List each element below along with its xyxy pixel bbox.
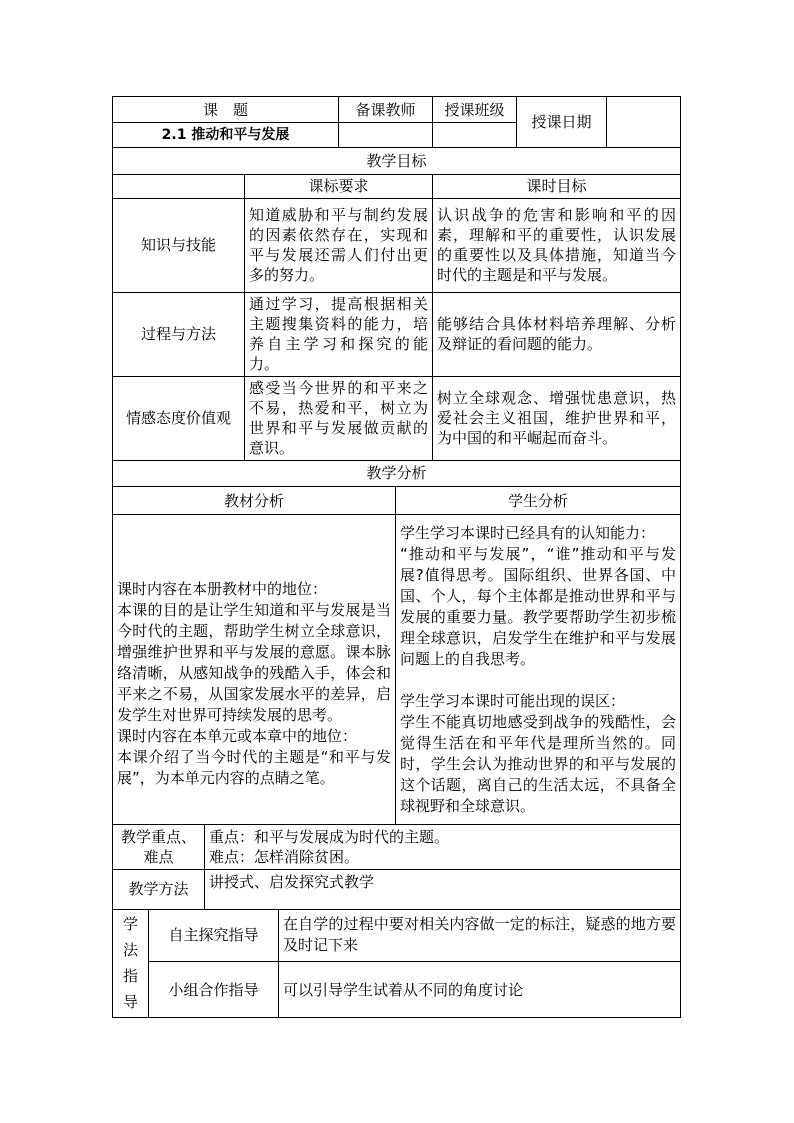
study-row-label: 小组合作指导 xyxy=(149,962,279,1018)
goals-row-knowledge xyxy=(113,198,681,292)
teacher-value xyxy=(339,123,433,148)
teacher-label: 备课教师 xyxy=(339,97,433,123)
student-analysis-text: 学生学习本课时已经具有的认知能力： “推动和平与发展”，“谁”推动和平与发展?值得思考。国际组织、世界各国、中国、个人，每个主体都是推动世界和平与发展的重要力量。教学要帮助学生初步梳理全球意识，启发学生在维护和平与发展问题上的自我思考。 学生学习本课时可能出现的误区： 学生不能真切地感受到战争的残酷性，会觉得生活在和平年代是理所当然的。同时，学生会认为推动世界的和平与发展的这个话题，离自己的生活太远，不具备全球视野和全球意识。 xyxy=(396,515,681,825)
course-label: 课 题 xyxy=(113,97,339,123)
goals-table xyxy=(112,148,681,461)
goals-row-label: 情感态度价值观 xyxy=(113,376,245,460)
goals-row-lesson: 认识战争的危害和影响和平的因素，理解和平的重要性，认识发展的重要性以及具体措施，知道当今时代的主题是和平与发展。 xyxy=(433,198,681,292)
date-value xyxy=(607,97,681,148)
focus-label: 教学重点、难点 xyxy=(113,825,205,869)
analysis-col-material: 教材分析 xyxy=(113,487,396,515)
course-value: 2.1 推动和平与发展 xyxy=(113,123,339,148)
method-label: 教学方法 xyxy=(113,869,205,909)
key-point-text: 重点：和平与发展成为时代的主题。 xyxy=(209,827,450,846)
class-label: 授课班级 xyxy=(433,97,517,123)
focus-values xyxy=(205,825,681,869)
goals-row-attitude xyxy=(113,376,681,460)
analysis-table xyxy=(112,461,681,826)
focus-table xyxy=(112,825,681,910)
method-value: 讲授式、启发探究式教学 xyxy=(205,869,681,909)
study-table xyxy=(112,910,681,1019)
goals-row-process xyxy=(113,292,681,376)
class-value xyxy=(433,123,517,148)
study-row-value: 在自学的过程中要对相关内容做一定的标注，疑惑的地方要及时记下来 xyxy=(279,910,681,962)
goals-row-standard: 感受当今世界的和平来之不易，热爱和平，树立为世界和平与发展做贡献的意识。 xyxy=(245,376,433,460)
goals-row-standard: 知道威胁和平与制约发展的因素依然存在，实现和平与发展还需人们付出更多的努力。 xyxy=(245,198,433,292)
goals-row-standard: 通过学习，提高根据相关主题搜集资料的能力，培养自主学习和探究的能力。 xyxy=(245,292,433,376)
study-row-label: 自主探究指导 xyxy=(149,910,279,962)
header-table xyxy=(112,96,681,148)
study-label: 学法指导 xyxy=(113,910,149,1018)
goals-col-standard: 课标要求 xyxy=(245,174,433,198)
goals-row-label: 过程与方法 xyxy=(113,292,245,376)
study-row-value: 可以引导学生试着从不同的角度讨论 xyxy=(279,962,681,1018)
difficulty-text: 难点：怎样消除贫困。 xyxy=(209,847,360,866)
date-label: 授课日期 xyxy=(517,97,607,148)
analysis-section-title: 教学分析 xyxy=(113,461,681,487)
goals-row-label: 知识与技能 xyxy=(113,198,245,292)
goals-header-blank xyxy=(113,174,245,198)
lesson-plan-sheet xyxy=(112,96,680,1018)
goals-row-lesson: 能够结合具体材料培养理解、分析及辩证的看问题的能力。 xyxy=(433,292,681,376)
goals-row-lesson: 树立全球观念、增强忧患意识，热爱社会主义祖国，维护世界和平，为中国的和平崛起而奋斗。 xyxy=(433,376,681,460)
goals-section-title: 教学目标 xyxy=(113,148,681,174)
goals-col-lesson: 课时目标 xyxy=(433,174,681,198)
material-analysis-text: 课时内容在本册教材中的地位： 本课的目的是让学生知道和平与发展是当今时代的主题，帮助学生树立全球意识，增强维护世界和平与发展的意愿。课本脉络清晰，从感知战争的残酷入手，体会和平来之不易，从国家发展水平的差异，启发学生对世界可持续发展的思考。 课时内容在本单元或本章中的地位： 本课介绍了当今时代的主题是“和平与发展”，为本单元内容的点睛之笔。 xyxy=(113,515,396,825)
analysis-col-student: 学生分析 xyxy=(396,487,681,515)
